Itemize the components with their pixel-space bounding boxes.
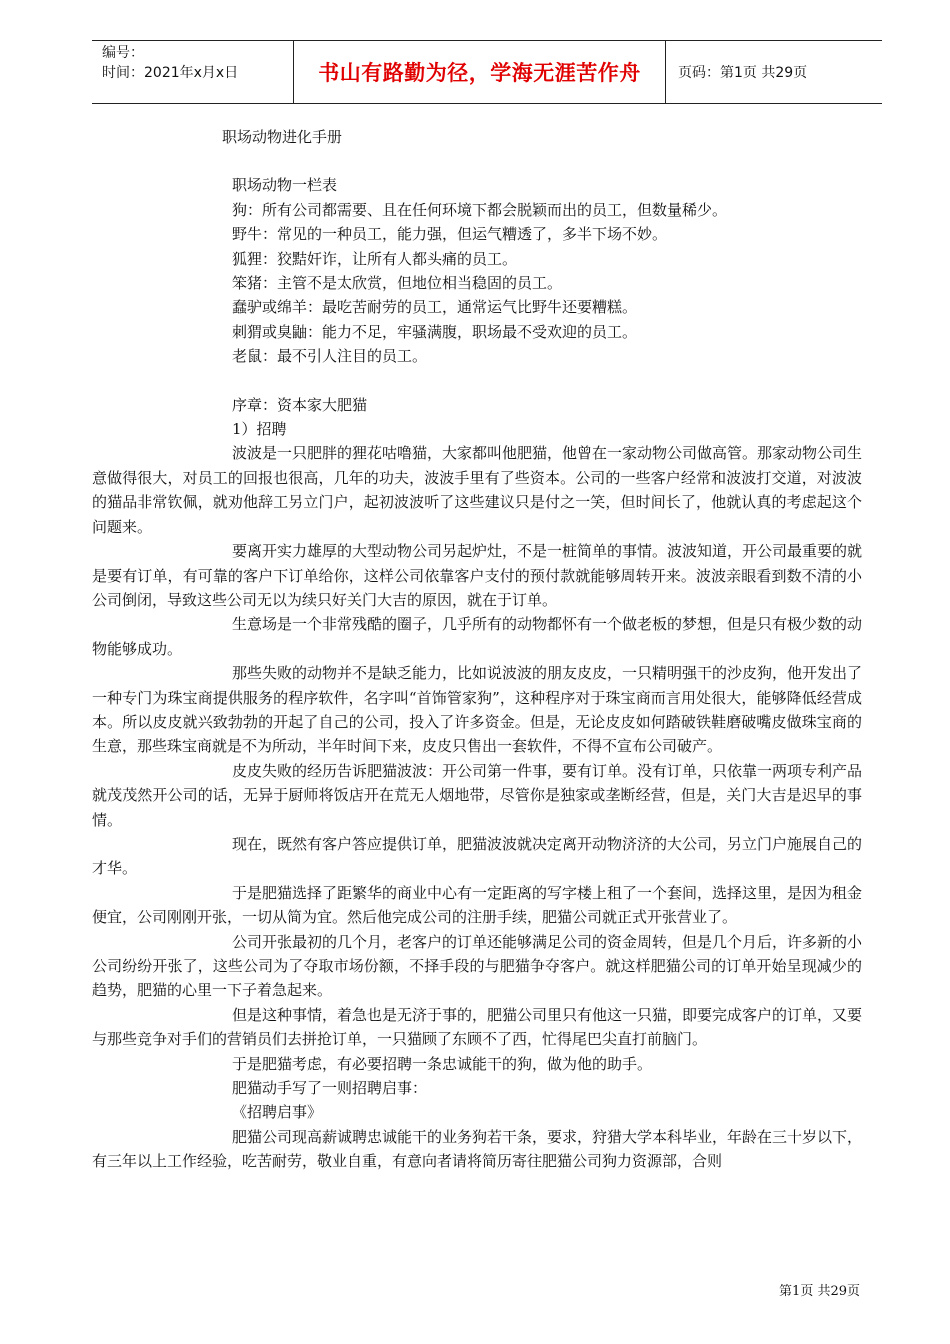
paragraph: 肥猫动手写了一则招聘启事： [232, 1079, 428, 1098]
paragraph: 要离开实力雄厚的大型动物公司另起炉灶，不是一桩简单的事情。波波知道，开公司最重要的就是要有订单，有可靠的客户下订单给你，这样公司依靠客户支付的预付款就能够周转开来。波波亲眼看到数不清的小公司倒闭，导致这些公司无以为续只好关门大吉的原因，就在于订单。 [92, 542, 863, 609]
page-header [92, 40, 882, 104]
list-item: 刺猬或臭鼬：能力不足，牢骚满腹，职场最不受欢迎的员工。 [232, 322, 638, 341]
paragraph: 于是肥猫考虑，有必要招聘一条忠诚能干的狗，做为他的助手。 [232, 1054, 653, 1073]
paragraph: 肥猫公司现高薪诚聘忠诚能干的业务狗若干条，要求，狩猎大学本科毕业，年龄在三十岁以下，有三年以上工作经验，吃苦耐劳，敬业自重，有意向者请将简历寄往肥猫公司狗力资源部，合则 [92, 1127, 863, 1171]
list-item: 狗：所有公司都需要、且在任何环境下都会脱颖而出的员工，但数量稀少。 [232, 200, 728, 219]
paragraph: 公司开张最初的几个月，老客户的订单还能够满足公司的资金周转，但是几个月后，许多新的小公司纷纷开张了，这些公司为了夺取市场份额，不择手段的与肥猫争夺客户。就这样肥猫公司的订单开始呈现减少的趋势，肥猫的心里一下子着急起来。 [92, 932, 863, 1000]
paragraph: 生意场是一个非常残酷的圈子，几乎所有的动物都怀有一个做老板的梦想，但是只有极少数的动物能够成功。 [92, 615, 863, 658]
header-meta [92, 41, 294, 103]
list-item: 笨猪：主管不是太欣赏，但地位相当稳固的员工。 [232, 274, 563, 293]
paragraph: 《招聘启事》 [232, 1103, 323, 1122]
doc-title: 职场动物进化手册 [222, 128, 343, 146]
number-label: 编号： [102, 45, 144, 61]
paragraph: 皮皮失败的经历告诉肥猫波波：开公司第一件事，要有订单。没有订单，只依靠一两项专利产品就茂茂然开公司的话，无异于厨师将饭店开在荒无人烟地带，尽管你是独家或垄断经营，但是，关门大吉是迟早的事情。 [92, 761, 863, 829]
paragraph: 但是这种事情，着急也是无济于事的，肥猫公司里只有他这一只猫，即要完成客户的订单，又要与那些竞争对手们的营销员们去拼抢订单，一只猫顾了东顾不了西，忙得尾巴尖直打前脑门。 [92, 1005, 863, 1049]
list-item: 狐狸：狡黠奸诈，让所有人都头痛的员工。 [232, 249, 518, 268]
time-label: 时间：2021年x月x日 [102, 65, 239, 81]
list-item: 野牛：常见的一种员工，能力强，但运气糟透了，多半下场不妙。 [232, 225, 668, 244]
list-item: 蠢驴或绵羊：最吃苦耐劳的员工，通常运气比野牛还要糟糕。 [232, 298, 638, 317]
header-motto: 书山有路勤为径，学海无涯苦作舟 [294, 41, 666, 103]
paragraph: 那些失败的动物并不是缺乏能力，比如说波波的朋友皮皮，一只精明强干的沙皮狗，他开发出了一种专门为珠宝商提供服务的程序软件，名字叫“首饰管家狗”，这种程序对于珠宝商而言用处很大，能够降低经营成本。所以皮皮就兴致勃勃的开起了自己的公司，投入了许多资金。但是，无论皮皮如何踏破铁鞋磨破嘴皮做珠宝商的生意，那些珠宝商就是不为所动，半年时间下来，皮皮只售出一套软件，不得不宣布公司破产。 [92, 664, 863, 756]
list-title: 职场动物一栏表 [232, 176, 338, 195]
paragraph: 现在，既然有客户答应提供订单，肥猫波波就决定离开动物济济的大公司，另立门户施展自己的才华。 [92, 834, 863, 878]
header-page-label: 页码：第1页 共29页 [678, 65, 808, 81]
list-item: 老鼠：最不引人注目的员工。 [232, 347, 428, 366]
page-footer: 第1页 共29页 [779, 1284, 860, 1299]
chapter-heading: 序章：资本家大肥猫 [232, 395, 368, 414]
paragraph: 于是肥猫选择了距繁华的商业中心有一定距离的写字楼上租了一个套间，选择这里，是因为租金便宜，公司刚刚开张，一切从简为宜。然后他完成公司的注册手续，肥猫公司就正式开张营业了。 [92, 883, 863, 927]
paragraph: 波波是一只肥胖的狸花咕噜猫，大家都叫他肥猫，他曾在一家动物公司做高管。那家动物公司生意做得很大，对员工的回报也很高，几年的功夫，波波手里有了些资本。公司的一些客户经常和波波打交道，对波波的猫品非常钦佩，就劝他辞工另立门户，起初波波听了这些建议只是付之一笑，但时间长了，他就认真的考虑起这个问题来。 [92, 444, 863, 536]
section-heading: 1）招聘 [232, 420, 287, 439]
document-body [92, 125, 863, 1174]
